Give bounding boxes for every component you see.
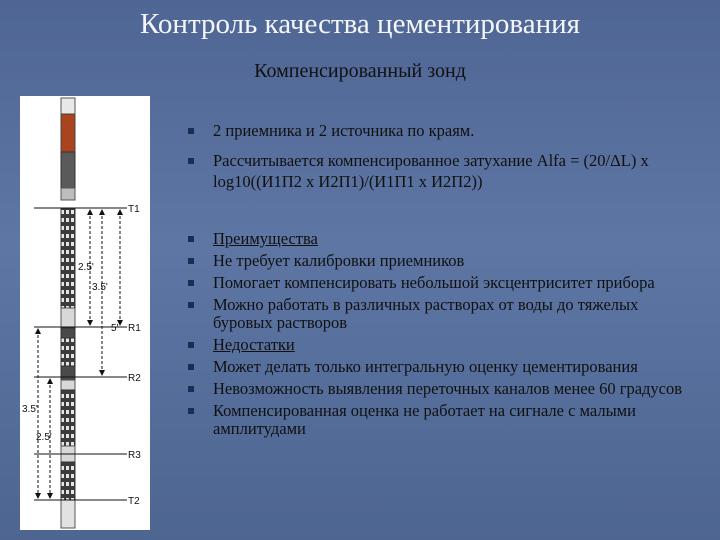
page-subtitle: Компенсированный зонд bbox=[254, 60, 466, 82]
level-lines bbox=[34, 208, 127, 500]
label-t2: T2 bbox=[128, 496, 140, 507]
dim-upper-5: 5' bbox=[111, 323, 119, 334]
bullet-square-icon bbox=[188, 302, 194, 308]
top-section bbox=[61, 114, 75, 152]
list-item: Можно работать в различных растворах от воды до тяжелых буровых растворов bbox=[188, 296, 688, 332]
list-item: Компенсированная оценка не работает на сигнале с малыми амплитудами bbox=[188, 402, 688, 438]
list-item: Невозможность выявления переточных каналов менее 60 градусов bbox=[188, 380, 688, 398]
list-item: 2 приемника и 2 источника по краям. bbox=[188, 120, 688, 141]
compensated-probe-diagram bbox=[20, 96, 150, 530]
list-item: Помогает компенсировать небольшой эксцентриситет прибора bbox=[188, 274, 688, 292]
upper-isolator bbox=[61, 208, 75, 308]
dim-lower-2-5: 2.5' bbox=[36, 432, 52, 443]
bullet-square-icon bbox=[188, 236, 194, 242]
bullet-square-icon bbox=[188, 158, 194, 164]
list-item: Не требует калибровки приемников bbox=[188, 252, 688, 270]
label-r2: R2 bbox=[128, 373, 141, 384]
lower-isolator bbox=[61, 390, 75, 446]
page-title: Контроль качества цементирования bbox=[140, 8, 580, 40]
label-r1: R1 bbox=[128, 323, 141, 334]
bullet-square-icon bbox=[188, 386, 194, 392]
bullet-list-main bbox=[188, 230, 688, 442]
dimension-arrows bbox=[35, 209, 123, 499]
list-item: Рассчитывается компенсированное затухание Alfa = (20/ΔL) x log10((И1П2 х И2П1)/(И1П1 х И2П2)) bbox=[188, 150, 688, 192]
bullet-square-icon bbox=[188, 280, 194, 286]
tool-body bbox=[61, 98, 75, 528]
list-item: Может делать только интегральную оценку цементирования bbox=[188, 358, 688, 376]
label-t1: T1 bbox=[128, 204, 140, 215]
bullet-list-top bbox=[188, 120, 688, 201]
list-item-heading-disadvantages: Недостатки bbox=[188, 336, 688, 354]
dim-upper-2-5: 2.5' bbox=[78, 262, 94, 273]
bullet-square-icon bbox=[188, 364, 194, 370]
bullet-square-icon bbox=[188, 342, 194, 348]
bullet-square-icon bbox=[188, 258, 194, 264]
dim-upper-3-5: 3.5' bbox=[92, 282, 108, 293]
list-item-heading-advantages: Преимущества bbox=[188, 230, 688, 248]
label-r3: R3 bbox=[128, 450, 141, 461]
bullet-square-icon bbox=[188, 408, 194, 414]
bullet-square-icon bbox=[188, 128, 194, 134]
dim-lower-3-5: 3.5' bbox=[22, 404, 38, 415]
